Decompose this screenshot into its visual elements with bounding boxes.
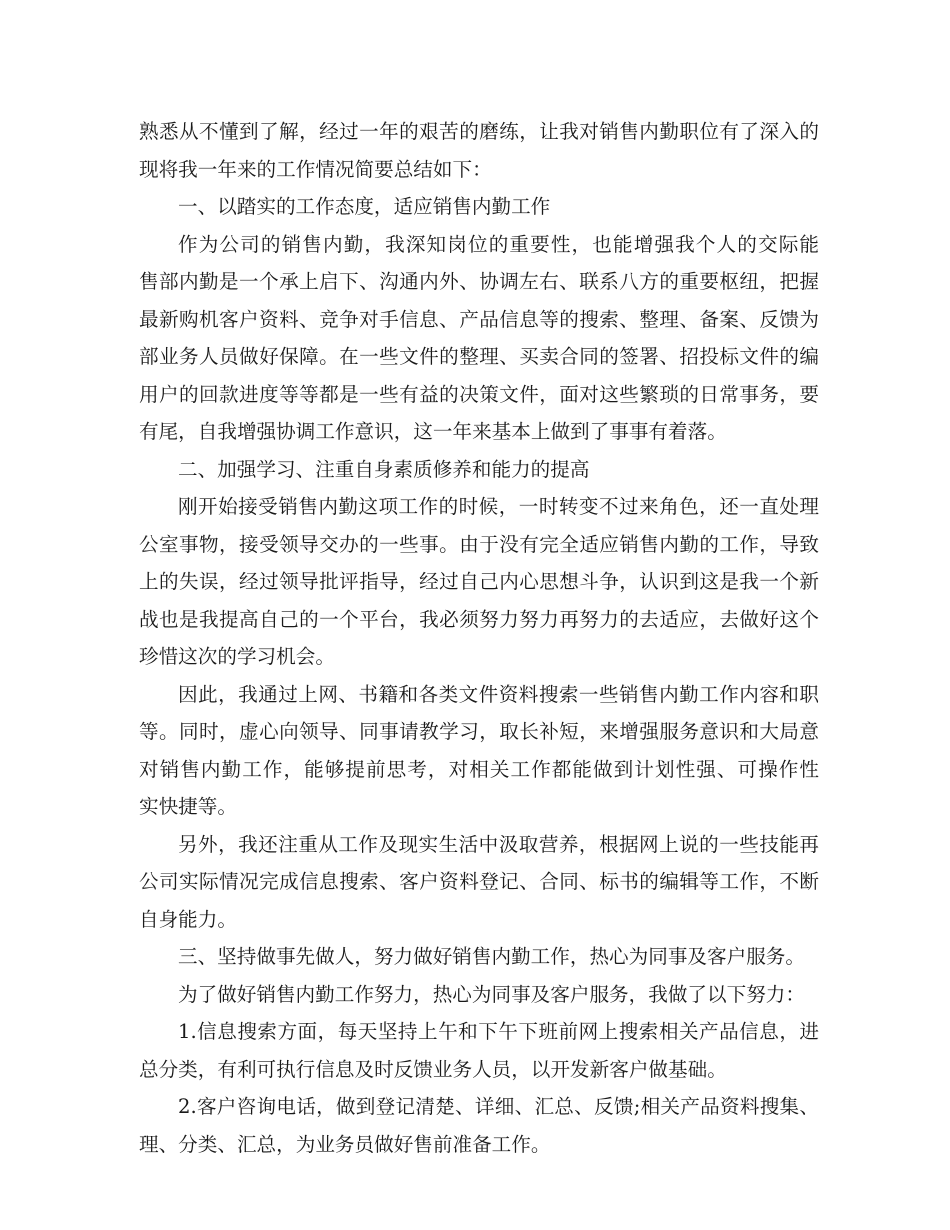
text-line: 作为公司的销售内勤，我深知岗位的重要性，也能增强我个人的交际能 bbox=[178, 232, 819, 256]
text-line: 熟悉从不懂到了解，经过一年的艰苦的磨练，让我对销售内勤职位有了深入的 bbox=[139, 120, 819, 143]
text-line: 等。同时，虚心向领导、同事请教学习，取长补短，来增强服务意识和大局意 bbox=[139, 720, 819, 743]
text-line: 公室事物，接受领导交办的一些事。由于没有完全适应销售内勤的工作，导致 bbox=[139, 532, 819, 556]
text-line: 理、分类、汇总，为业务员做好售前准备工作。 bbox=[139, 1132, 551, 1156]
text-line: 实快捷等。 bbox=[139, 795, 237, 818]
text-line: 因此，我通过上网、书籍和各类文件资料搜索一些销售内勤工作内容和职 bbox=[178, 682, 819, 706]
text-line: 有尾，自我增强协调工作意识，这一年来基本上做到了事事有着落。 bbox=[139, 420, 727, 443]
text-line: 珍惜这次的学习机会。 bbox=[139, 645, 335, 668]
text-line: 二、加强学习、注重自身素质修养和能力的提高 bbox=[178, 457, 590, 481]
text-line: 对销售内勤工作，能够提前思考，对相关工作都能做到计划性强、可操作性 bbox=[139, 757, 819, 781]
text-line: 一、以踏实的工作态度，适应销售内勤工作 bbox=[178, 195, 551, 218]
text-line: 最新购机客户资料、竞争对手信息、产品信息等的搜索、整理、备案、反馈为 bbox=[139, 307, 819, 331]
text-line: 用户的回款进度等等都是一些有益的决策文件，面对这些繁琐的日常事务，要 bbox=[139, 382, 819, 406]
text-line: 部业务人员做好保障。在一些文件的整理、买卖合同的签署、招投标文件的编 bbox=[139, 345, 819, 368]
text-line: 三、坚持做事先做人，努力做好销售内勤工作，热心为同事及客户服务。 bbox=[178, 945, 805, 968]
text-line: 另外，我还注重从工作及现实生活中汲取营养，根据网上说的一些技能再 bbox=[178, 832, 819, 856]
text-line: 公司实际情况完成信息搜索、客户资料登记、合同、标书的编辑等工作，不断 bbox=[139, 870, 819, 893]
text-line: 战也是我提高自己的一个平台，我必须努力努力再努力的去适应，去做好这个 bbox=[139, 607, 819, 631]
text-line: 总分类，有利可执行信息及时反馈业务人员，以开发新客户做基础。 bbox=[139, 1057, 727, 1081]
text-line: 为了做好销售内勤工作努力，热心为同事及客户服务，我做了以下努力： bbox=[178, 982, 805, 1006]
text-line: 上的失误，经过领导批评指导，经过自己内心思想斗争，认识到这是我一个新 bbox=[139, 570, 819, 593]
text-line: 售部内勤是一个承上启下、沟通内外、协调左右、联系八方的重要枢纽，把握 bbox=[139, 270, 819, 293]
text-line: 1.信息搜索方面，每天坚持上午和下午下班前网上搜索相关产品信息，进 bbox=[178, 1020, 819, 1043]
text-line: 2.客户咨询电话，做到登记清楚、详细、汇总、反馈;相关产品资料搜集、 bbox=[178, 1095, 819, 1118]
text-line: 自身能力。 bbox=[139, 907, 237, 931]
text-line: 现将我一年来的工作情况简要总结如下： bbox=[139, 157, 492, 181]
document-body bbox=[139, 113, 819, 1163]
text-line: 刚开始接受销售内勤这项工作的时候，一时转变不过来角色，还一直处理 bbox=[178, 495, 819, 518]
